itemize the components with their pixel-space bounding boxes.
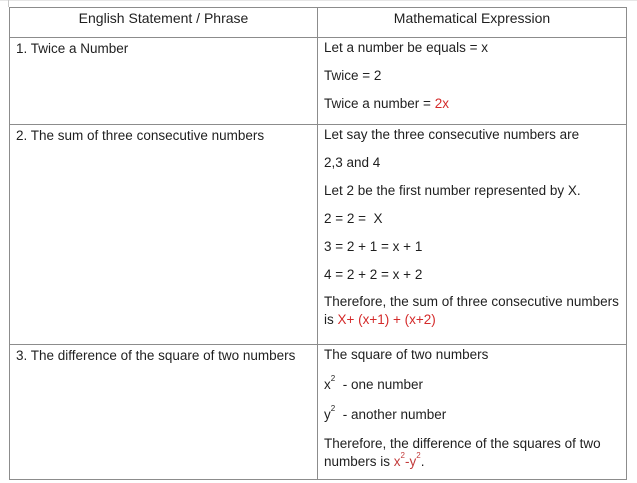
expression-line: 2,3 and 4 (324, 155, 381, 170)
header-row (10, 8, 627, 38)
statement-text: 3. The difference of the square of two numbers (16, 348, 296, 363)
expression-line: Let say the three consecutive numbers are (324, 127, 580, 142)
translation-table (9, 7, 627, 480)
highlighted-expression: 2x (434, 96, 449, 111)
y-squared-line: $y^2$ - another number (324, 404, 447, 422)
expression-line: Let 2 be the first number represented by X. (324, 183, 581, 198)
expression-line: Twice = 2 (324, 68, 382, 83)
header-mathematical-expression: Mathematical Expression (318, 8, 627, 38)
expression-result: Twice a number = 2x (324, 96, 449, 111)
statement-cell (10, 125, 318, 345)
statement-cell (10, 345, 318, 480)
expression-cell (318, 345, 627, 480)
page-top-edge (0, 0, 637, 1)
expression-line: Let a number be equals = x (324, 40, 488, 55)
table-row (10, 345, 627, 480)
expression-line: The square of two numbers (324, 347, 489, 362)
expression-line: 3 = 2 + 1 = x + 1 (324, 239, 423, 254)
statement-text: 2. The sum of three consecutive numbers (16, 128, 265, 143)
expression-result: Therefore, the difference of the squares of two numbers is $x^2-y^2$. (324, 436, 601, 469)
header-english-statement: English Statement / Phrase (10, 8, 318, 38)
x-squared-line: $x^2$ - one number (324, 374, 424, 392)
expression-result: Therefore, the sum of three consecutive numbers is X+ (x+1) + (x+2) (324, 294, 619, 327)
highlighted-expression: $x^2-y^2$ (393, 451, 421, 469)
highlighted-expression: X+ (x+1) + (x+2) (337, 312, 436, 327)
expression-cell (318, 38, 627, 125)
statement-text: 1. Twice a Number (16, 41, 129, 56)
table-row (10, 38, 627, 125)
table-row (10, 125, 627, 345)
page-left-edge (8, 0, 9, 7)
expression-line: 4 = 2 + 2 = x + 2 (324, 267, 423, 282)
expression-line: 2 = 2 = X (324, 211, 383, 226)
expression-cell (318, 125, 627, 345)
statement-cell (10, 38, 318, 125)
